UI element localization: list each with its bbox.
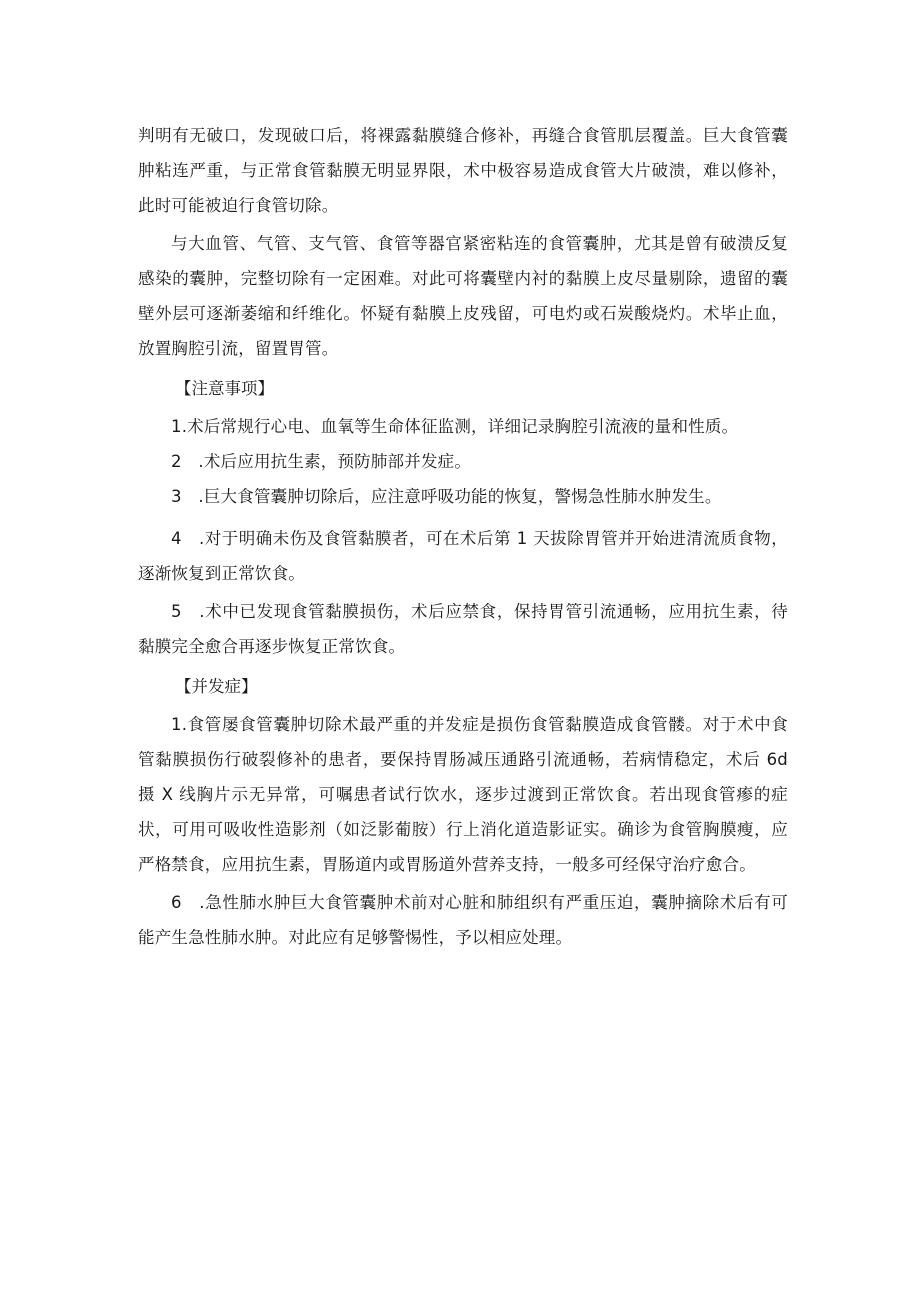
note-item-5: 5 .术中已发现食管黏膜损伤，术后应禁食，保持胃管引流通畅，应用抗生素，待黏膜完全愈合再逐步恢复正常饮食。 bbox=[138, 602, 788, 656]
complication-item-1: 1.食管屡食管囊肿切除术最严重的并发症是损伤食管黏膜造成食管髅。对于术中食管黏膜损伤行破裂修补的患者，要保持胃肠减压通路引流通畅，若病情稳定，术后 6d 摄 X 线胸片示无异常，可嘱患者试行饮水，逐步过渡到正常饮食。若出现食管瘆的症状，可用可吸收性造影剂（如泛影葡胺）行上消化道造影证实。确诊为食管胸膜瘦，应严格禁食，应用抗生素，胃肠道内或胃肠道外营养支持，一般多可经保守治疗愈合。 bbox=[138, 715, 788, 874]
complication-item-6: 6 .急性肺水肿巨大食管囊肿术前对心脏和肺组织有严重压迫，囊肿摘除术后有可能产生急性肺水肿。对此应有足够警惕性，予以相应处理。 bbox=[138, 893, 788, 947]
complications-heading: 【并发症】 bbox=[175, 677, 258, 696]
notes-heading: 【注意事项】 bbox=[175, 379, 274, 398]
note-item-4: 4 .对于明确未伤及食管黏膜者，可在术后第 1 天拔除胃管并开始进清流质食物，逐渐恢复到正常饮食。 bbox=[138, 529, 788, 583]
note-item-3: 3 .巨大食管囊肿切除后，应注意呼吸功能的恢复，警惕急性肺水肿发生。 bbox=[171, 487, 722, 506]
intro-paragraph-1: 判明有无破口，发现破口后，将裸露黏膜缝合修补，再缝合食管肌层覆盖。巨大食管囊肿粘连严重，与正常食管黏膜无明显界限，术中极容易造成食管大片破溃，难以修补，此时可能被迫行食管切除。 bbox=[138, 126, 788, 215]
note-item-2: 2 .术后应用抗生素，预防肺部并发症。 bbox=[171, 452, 472, 471]
note-item-1: 1.术后常规行心电、血氧等生命体征监测，详细记录胸腔引流液的量和性质。 bbox=[171, 417, 739, 436]
intro-paragraph-2: 与大血管、气管、支气管、食管等器官紧密粘连的食管囊肿，尤其是曾有破溃反复感染的囊肿，完整切除有一定困难。对此可将囊壁内衬的黏膜上皮尽量剔除，遗留的囊壁外层可逐渐萎缩和纤维化。怀疑有黏膜上皮残留，可电灼或石炭酸烧灼。术毕止血，放置胸腔引流，留置胃管。 bbox=[138, 234, 788, 358]
document-page bbox=[138, 118, 788, 955]
